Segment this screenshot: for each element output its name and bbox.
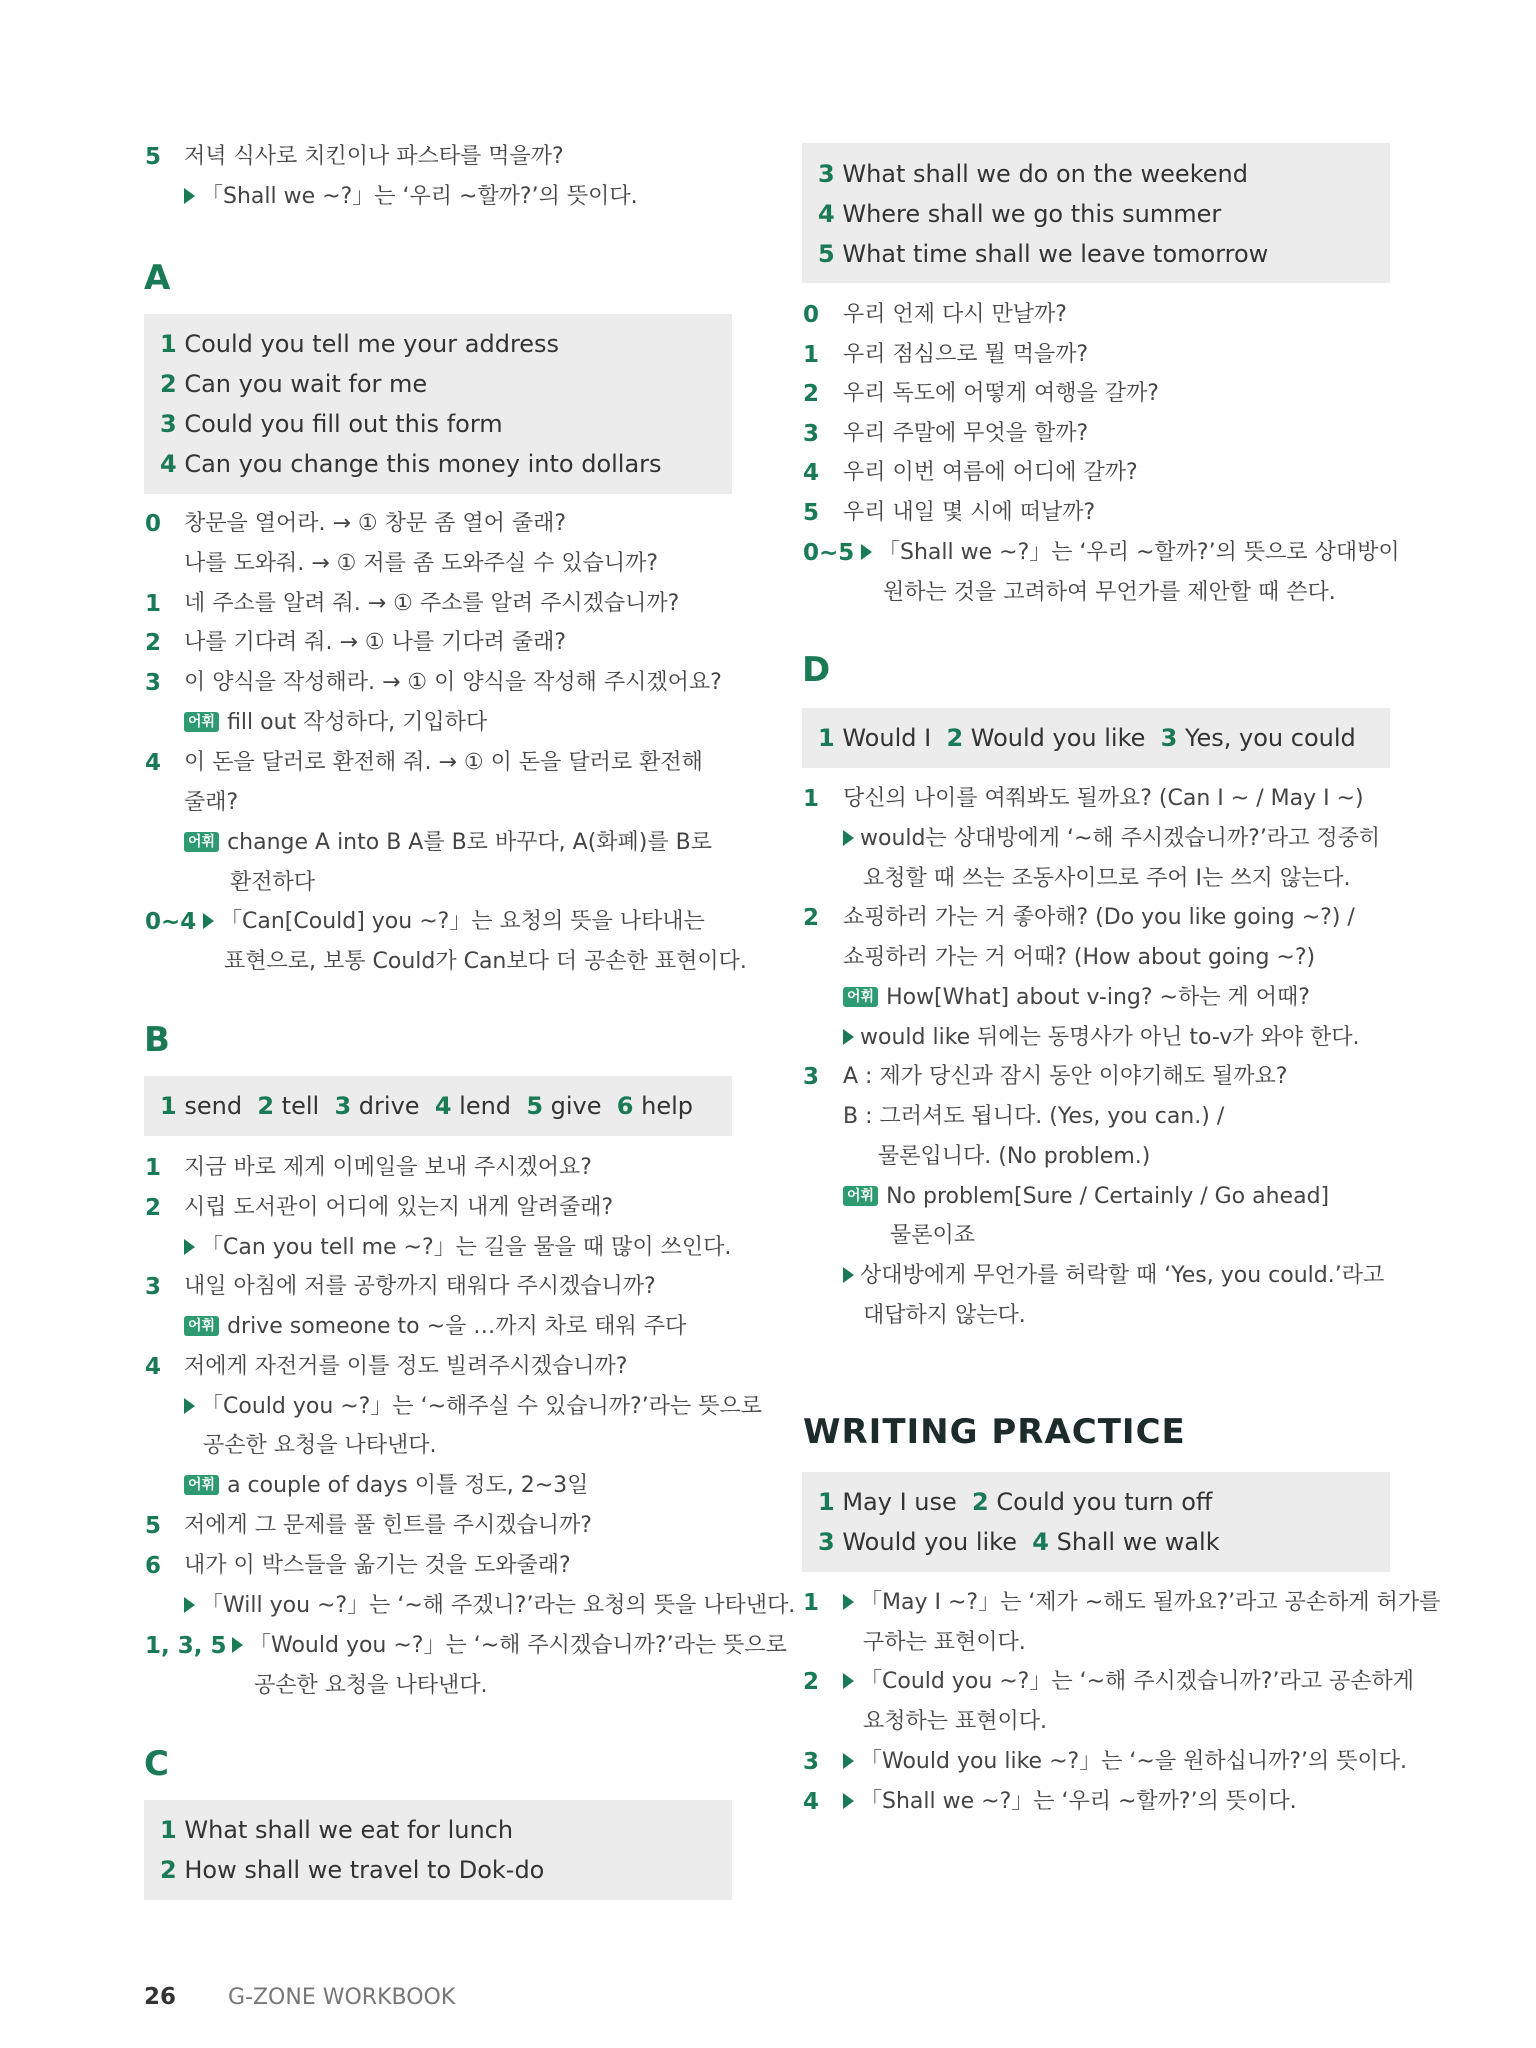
answer-d: 1 Would I 2 Would you like 3 Yes, you could xyxy=(818,724,1356,752)
sentence: 우리 언제 다시 만날까? xyxy=(843,302,1067,327)
item-number: 0 xyxy=(803,302,820,328)
item-number: 1 xyxy=(803,1590,820,1616)
answer-a-1: 1 Could you tell me your address xyxy=(160,330,560,358)
sentence: 창문을 열어라. → ① 창문 좀 열어 줄래? xyxy=(184,511,567,536)
section-letter-c: C xyxy=(144,1744,169,1784)
note: 「Would you like ~?」는 ‘~을 원하십니까?’의 뜻이다. xyxy=(843,1748,1407,1776)
answer-box-c xyxy=(144,1800,732,1900)
sentence: 저에게 그 문제를 풀 힌트를 주시겠습니까? xyxy=(184,1513,592,1538)
answer-c-5: 5 What time shall we leave tomorrow xyxy=(818,240,1269,268)
item-number: 6 xyxy=(145,1553,162,1579)
arrow-icon xyxy=(843,1793,854,1809)
vocab-badge: 어휘 xyxy=(184,1475,219,1495)
sentence: 내일 아침에 저를 공항까지 태워다 주시겠습니까? xyxy=(184,1274,656,1299)
vocab-note: 어휘 a couple of days 이틀 정도, 2~3일 xyxy=(184,1472,588,1500)
arrow-icon xyxy=(184,1597,195,1613)
answer-c-1: 1 What shall we eat for lunch xyxy=(160,1816,514,1844)
sentence: B : 그러셔도 됩니다. (Yes, you can.) / xyxy=(843,1104,1225,1129)
note-cont: 공손한 요청을 나타낸다. xyxy=(203,1433,437,1458)
note: 「Shall we ~?」는 ‘우리 ~할까?’의 뜻으로 상대방이 xyxy=(861,539,1400,567)
note: 「Shall we ~?」는 ‘우리 ~할까?’의 뜻이다. xyxy=(184,183,638,211)
book-title: G-ZONE WORKBOOK xyxy=(228,1985,456,2010)
answer-a-2: 2 Can you wait for me xyxy=(160,370,428,398)
note-cont: 표현으로, 보통 Could가 Can보다 더 공손한 표현이다. xyxy=(224,949,747,974)
arrow-icon xyxy=(184,1398,195,1414)
note: 「Could you ~?」는 ‘~해 주시겠습니까?’라고 공손하게 xyxy=(843,1668,1414,1696)
sentence: 우리 주말에 무엇을 할까? xyxy=(843,421,1089,446)
item-number: 5 xyxy=(803,500,820,526)
section-letter-b: B xyxy=(144,1020,170,1060)
writing-practice-title: WRITING PRACTICE xyxy=(803,1412,1186,1452)
item-number: 1, 3, 5 xyxy=(145,1633,227,1659)
sentence: 우리 점심으로 뭘 먹을까? xyxy=(843,342,1089,367)
item-number: 1 xyxy=(803,786,820,812)
answer-b: 1 send 2 tell 3 drive 4 lend 5 give 6 help xyxy=(160,1092,694,1120)
note: 「Would you ~?」는 ‘~해 주시겠습니까?’라는 뜻으로 xyxy=(232,1632,787,1660)
vocab-badge: 어휘 xyxy=(184,712,219,732)
sentence: 이 돈을 달러로 환전해 줘. → ① 이 돈을 달러로 환전해 xyxy=(184,750,703,775)
item-number: 4 xyxy=(803,460,820,486)
note: 「Shall we ~?」는 ‘우리 ~할까?’의 뜻이다. xyxy=(843,1788,1297,1816)
item-number: 0~4 xyxy=(145,909,197,935)
sentence: 물론입니다. (No problem.) xyxy=(878,1144,1151,1169)
note: would는 상대방에게 ‘~해 주시겠습니까?’라고 정중히 xyxy=(843,825,1380,853)
arrow-icon xyxy=(843,1594,854,1610)
sentence: 우리 이번 여름에 어디에 갈까? xyxy=(843,460,1138,485)
note-cont: 공손한 요청을 나타낸다. xyxy=(254,1673,488,1698)
item-number: 2 xyxy=(803,1669,820,1695)
note-cont: 원하는 것을 고려하여 무언가를 제안할 때 쓴다. xyxy=(883,580,1336,605)
item-number: 5 xyxy=(145,144,162,170)
item-number: 3 xyxy=(803,421,820,447)
note-cont: 요청하는 표현이다. xyxy=(863,1709,1048,1734)
item-number: 4 xyxy=(803,1789,820,1815)
sentence: 줄래? xyxy=(184,790,239,815)
vocab-note-cont: 환전하다 xyxy=(230,870,316,895)
item-number: 3 xyxy=(145,1274,162,1300)
sentence: 내가 이 박스들을 옮기는 것을 도와줄래? xyxy=(184,1553,571,1578)
arrow-icon xyxy=(843,1753,854,1769)
vocab-note: 어휘 How[What] about v-ing? ~하는 게 어때? xyxy=(843,984,1310,1012)
sentence: A : 제가 당신과 잠시 동안 이야기해도 될까요? xyxy=(843,1064,1288,1089)
section-letter-d: D xyxy=(802,650,831,690)
answer-c-3: 3 What shall we do on the weekend xyxy=(818,160,1248,188)
sentence: 시립 도서관이 어디에 있는지 내게 알려줄래? xyxy=(184,1195,614,1220)
vocab-note-cont: 물론이죠 xyxy=(890,1223,976,1248)
sentence: 우리 독도에 어떻게 여행을 갈까? xyxy=(843,381,1159,406)
sentence: 당신의 나이를 여쭤봐도 될까요? (Can I ~ / May I ~) xyxy=(843,786,1364,811)
answer-c-2: 2 How shall we travel to Dok-do xyxy=(160,1856,545,1884)
item-number: 2 xyxy=(145,1195,162,1221)
item-number: 4 xyxy=(145,750,162,776)
sentence: 나를 도와줘. → ① 저를 좀 도와주실 수 있습니까? xyxy=(184,551,659,576)
sentence: 나를 기다려 줘. → ① 나를 기다려 줄래? xyxy=(184,630,567,655)
vocab-note: 어휘 No problem[Sure / Certainly / Go ahead] xyxy=(843,1183,1329,1211)
sentence: 쇼핑하러 가는 거 좋아해? (Do you like going ~?) / xyxy=(843,905,1355,930)
item-number: 3 xyxy=(803,1749,820,1775)
vocab-badge: 어휘 xyxy=(184,1316,219,1336)
item-number: 3 xyxy=(145,670,162,696)
arrow-icon xyxy=(232,1637,243,1653)
answer-a-4: 4 Can you change this money into dollars xyxy=(160,450,662,478)
note: 「Will you ~?」는 ‘~해 주겠니?’라는 요청의 뜻을 나타낸다. xyxy=(184,1592,795,1620)
item-number: 1 xyxy=(145,591,162,617)
sentence: 저에게 자전거를 이틀 정도 빌려주시겠습니까? xyxy=(184,1354,628,1379)
item-number: 4 xyxy=(145,1354,162,1380)
sentence: 우리 내일 몇 시에 떠날까? xyxy=(843,500,1096,525)
vocab-badge: 어휘 xyxy=(843,1186,878,1206)
note: would like 뒤에는 동명사가 아닌 to-v가 와야 한다. xyxy=(843,1024,1360,1052)
arrow-icon xyxy=(861,544,872,560)
vocab-note: 어휘 fill out 작성하다, 기입하다 xyxy=(184,709,487,737)
sentence: 이 양식을 작성해라. → ① 이 양식을 작성해 주시겠어요? xyxy=(184,670,722,695)
item-number: 2 xyxy=(145,630,162,656)
note: 상대방에게 무언가를 허락할 때 ‘Yes, you could.’라고 xyxy=(843,1262,1384,1290)
note: 「Can you tell me ~?」는 길을 물을 때 많이 쓰인다. xyxy=(184,1234,731,1262)
note: 「Can[Could] you ~?」는 요청의 뜻을 나타내는 xyxy=(203,908,705,936)
item-number: 0 xyxy=(145,511,162,537)
item-number: 1 xyxy=(145,1155,162,1181)
answer-wp-2: 3 Would you like 4 Shall we walk xyxy=(818,1528,1220,1556)
sentence: 저녁 식사로 치킨이나 파스타를 먹을까? xyxy=(184,144,564,169)
vocab-badge: 어휘 xyxy=(843,987,878,1007)
page-number: 26 xyxy=(144,1984,177,2010)
arrow-icon xyxy=(843,1673,854,1689)
vocab-note: 어휘 drive someone to ~을 …까지 차로 태워 주다 xyxy=(184,1313,686,1341)
sentence: 지금 바로 제게 이메일을 보내 주시겠어요? xyxy=(184,1155,592,1180)
arrow-icon xyxy=(843,1029,854,1045)
arrow-icon xyxy=(843,830,854,846)
answer-box-wp xyxy=(802,1472,1390,1572)
note-cont: 요청할 때 쓰는 조동사이므로 주어 I는 쓰지 않는다. xyxy=(863,866,1351,891)
arrow-icon xyxy=(184,1239,195,1255)
note-cont: 구하는 표현이다. xyxy=(863,1630,1026,1655)
answer-wp-1: 1 May I use 2 Could you turn off xyxy=(818,1488,1213,1516)
note-cont: 대답하지 않는다. xyxy=(863,1303,1026,1328)
sentence: 네 주소를 알려 줘. → ① 주소를 알려 주시겠습니까? xyxy=(184,591,680,616)
item-number: 5 xyxy=(145,1513,162,1539)
item-number: 3 xyxy=(803,1064,820,1090)
arrow-icon xyxy=(184,188,195,204)
note: 「Could you ~?」는 ‘~해주실 수 있습니까?’라는 뜻으로 xyxy=(184,1393,762,1421)
arrow-icon xyxy=(843,1267,854,1283)
section-letter-a: A xyxy=(144,258,171,298)
vocab-note: 어휘 change A into B A를 B로 바꾸다, A(화폐)를 B로 xyxy=(184,829,712,857)
arrow-icon xyxy=(203,913,214,929)
note: 「May I ~?」는 ‘제가 ~해도 될까요?’라고 공손하게 허가를 xyxy=(843,1589,1440,1617)
item-number: 2 xyxy=(803,381,820,407)
answer-a-3: 3 Could you fill out this form xyxy=(160,410,503,438)
sentence: 쇼핑하러 가는 거 어때? (How about going ~?) xyxy=(843,945,1316,970)
item-number: 2 xyxy=(803,905,820,931)
vocab-badge: 어휘 xyxy=(184,832,219,852)
item-number: 0~5 xyxy=(803,540,855,566)
item-number: 1 xyxy=(803,342,820,368)
answer-c-4: 4 Where shall we go this summer xyxy=(818,200,1222,228)
